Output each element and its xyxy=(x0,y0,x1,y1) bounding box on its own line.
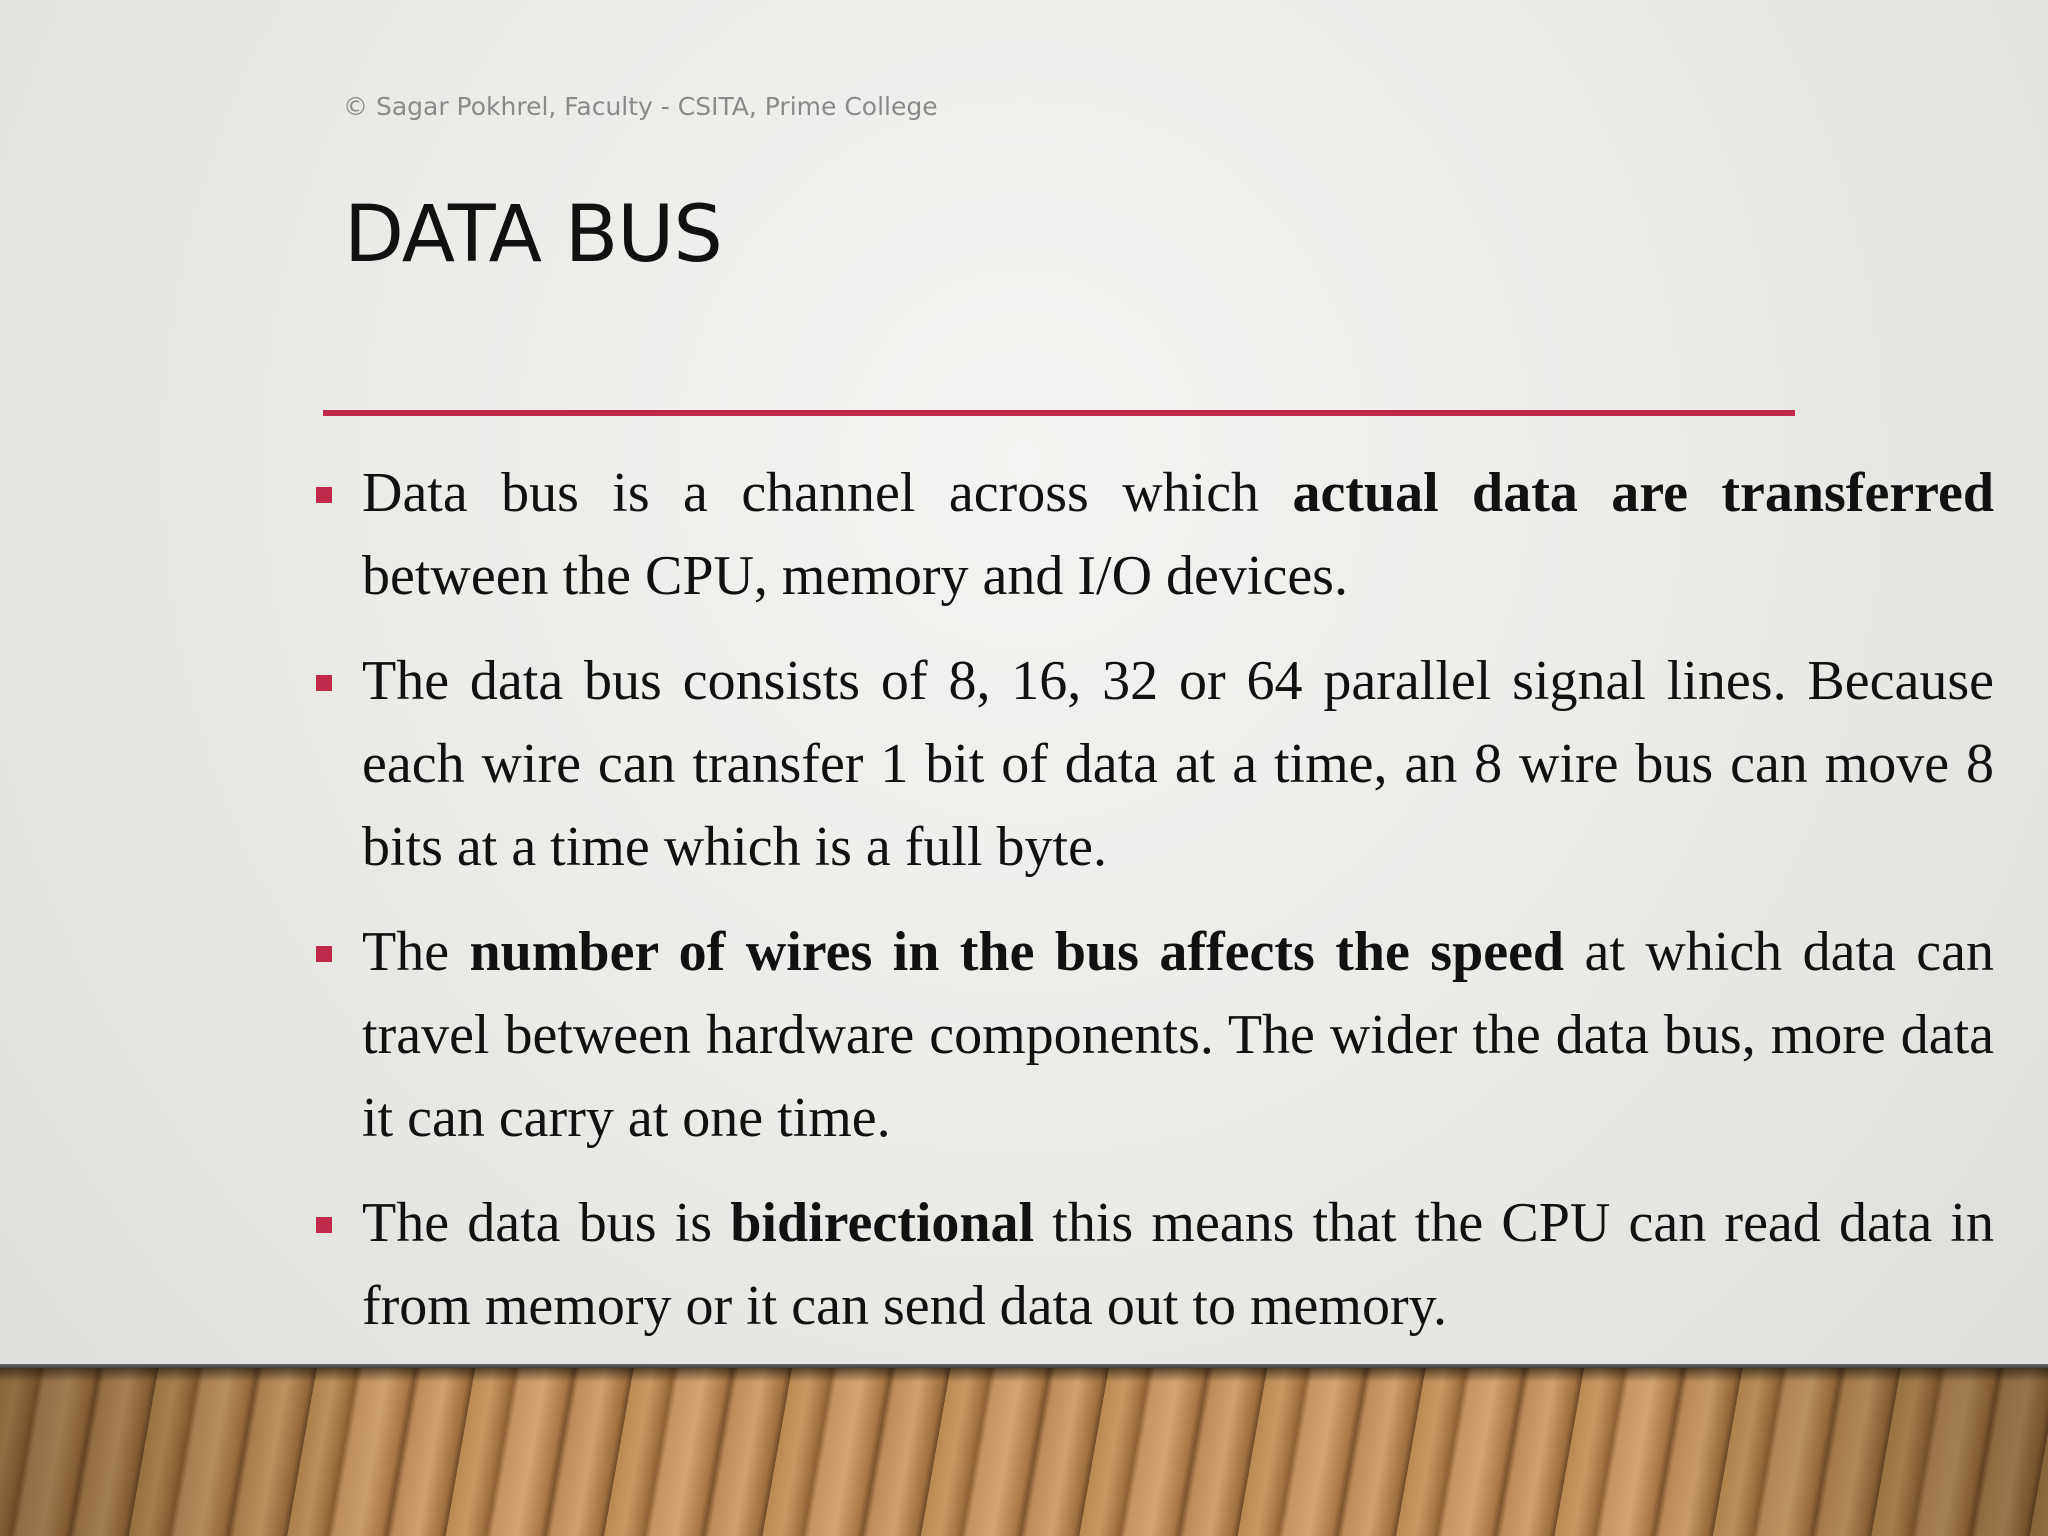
bullet-item-3 xyxy=(314,911,1994,1160)
bullet-square-icon xyxy=(316,946,332,962)
bullet-text: The data bus is xyxy=(362,1192,731,1254)
bullet-square-icon xyxy=(316,487,332,503)
title-divider xyxy=(323,410,1795,416)
bullet-item-4 xyxy=(314,1182,1994,1348)
slide-title: DATA BUS xyxy=(344,190,722,280)
bullet-text: The xyxy=(362,921,470,983)
bullet-text: The data bus consists of 8, 16, 32 or 64 parallel signal lines. Because each wire can transfer 1 bit of data at a time, an 8 wire bus can move 8 bits at a time which is a full byte. xyxy=(362,650,1994,878)
bullet-emphasis: actual data are transferred xyxy=(1292,462,1995,524)
bullet-text: between the CPU, memory and I/O devices. xyxy=(362,545,1348,607)
floor-shading xyxy=(0,1368,2048,1536)
bullet-square-icon xyxy=(316,675,332,691)
bullet-text: Data bus is a channel across which xyxy=(362,462,1293,524)
bullet-square-icon xyxy=(316,1217,332,1233)
copyright-notice: © Sagar Pokhrel, Faculty - CSITA, Prime College xyxy=(343,92,938,121)
bullet-item-1 xyxy=(314,452,1994,618)
bullet-emphasis: number of wires in the bus affects the speed xyxy=(469,921,1565,983)
bullet-text: at which data can travel between hardware components. The wider the data bus, more data it can carry at one time. xyxy=(362,921,1995,1149)
bullet-emphasis: bidirectional xyxy=(730,1192,1035,1254)
bullet-item-2 xyxy=(314,640,1994,889)
bullet-list xyxy=(314,452,1994,1370)
bullet-text: this means that the CPU can read data in from memory or it can send data out to memory. xyxy=(362,1192,1994,1337)
